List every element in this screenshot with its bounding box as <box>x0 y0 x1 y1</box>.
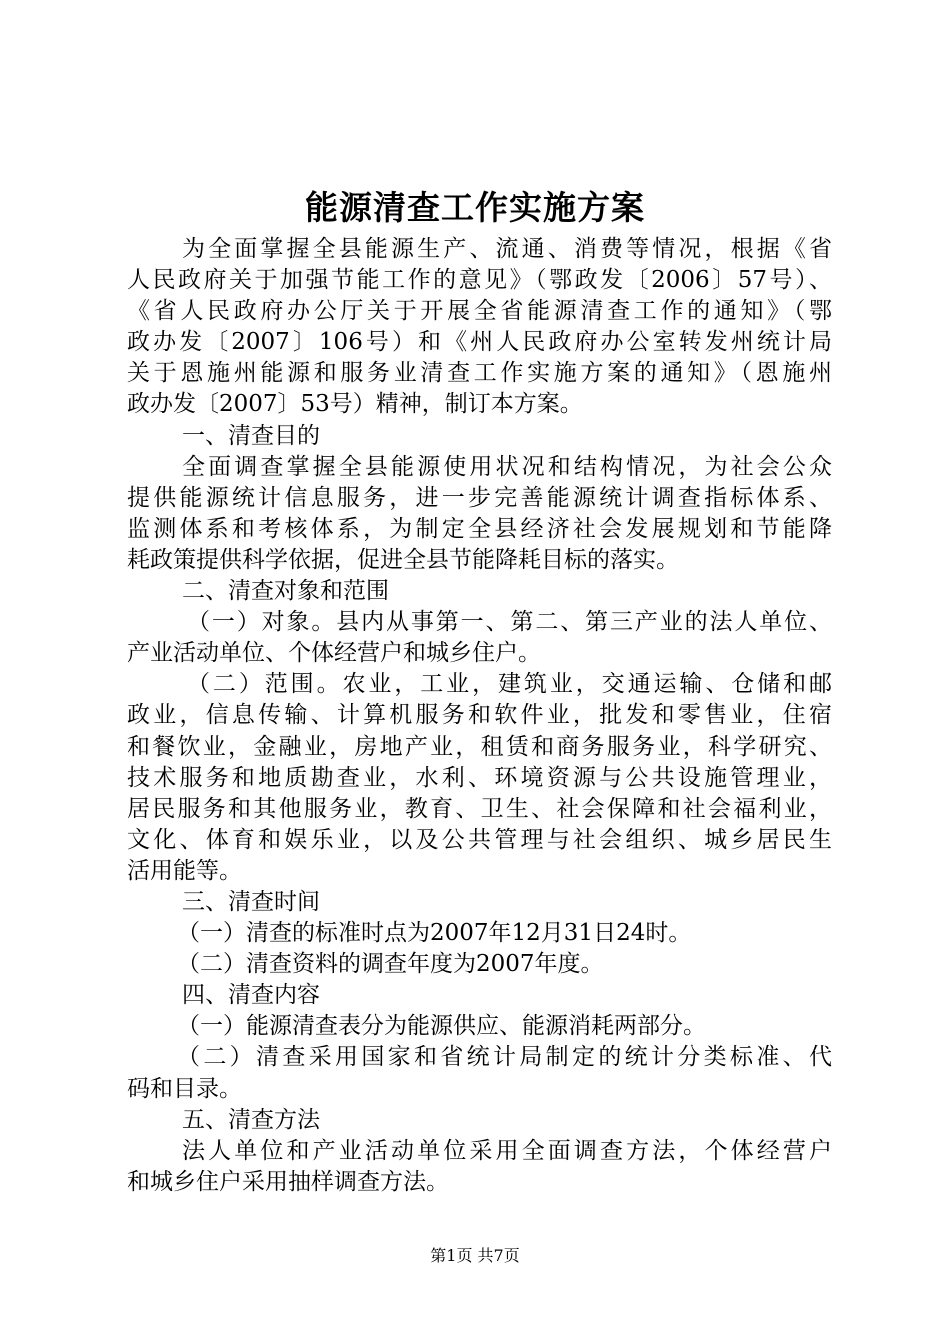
body-line: 全面调查掌握全县能源使用状况和结构情况，为社会公众 <box>182 453 832 480</box>
body-line: 一、清查目的 <box>182 422 320 449</box>
body-line: 四、清查内容 <box>182 982 320 1009</box>
body-line: 法人单位和产业活动单位采用全面调查方法，个体经营户 <box>182 1137 832 1164</box>
document-title: 能源清查工作实施方案 <box>305 188 645 227</box>
body-line: 和餐饮业，金融业，房地产业，租赁和商务服务业，科学研究、 <box>127 733 832 760</box>
body-line: 码和目录。 <box>127 1075 242 1102</box>
body-line: （一）对象。县内从事第一、第二、第三产业的法人单位、 <box>187 609 832 636</box>
body-line: 产业活动单位、个体经营户和城乡住户。 <box>127 640 541 667</box>
body-line: 政办发〔2007〕106号）和《州人民政府办公室转发州统计局 <box>127 329 832 356</box>
body-line: （二）清查采用国家和省统计局制定的统计分类标准、代 <box>177 1044 832 1071</box>
body-line: 居民服务和其他服务业，教育、卫生、社会保障和社会福利业， <box>127 795 832 822</box>
body-line: 为全面掌握全县能源生产、流通、消费等情况，根据《省 <box>182 236 832 262</box>
body-line: 三、清查时间 <box>182 888 320 915</box>
body-line: 五、清查方法 <box>182 1106 320 1133</box>
body-line: 关于恩施州能源和服务业清查工作实施方案的通知》（恩施州 <box>127 360 832 387</box>
page-footer: 第1页 共7页 <box>430 1246 520 1265</box>
body-line: 文化、体育和娱乐业，以及公共管理与社会组织、城乡居民生 <box>127 826 832 853</box>
body-line: （一）清查的标准时点为2007年12月31日24时。 <box>177 920 692 947</box>
body-line: （二）范围。农业，工业，建筑业，交通运输、仓储和邮 <box>187 671 832 698</box>
document-body <box>127 234 832 1198</box>
body-line: 政办发〔2007〕53号）精神，制订本方案。 <box>127 391 583 418</box>
body-line: 提供能源统计信息服务，进一步完善能源统计调查指标体系、 <box>127 484 832 511</box>
body-line: 人民政府关于加强节能工作的意见》（鄂政发〔2006〕57号）、 <box>127 267 832 294</box>
body-line: （一）能源清查表分为能源供应、能源消耗两部分。 <box>177 1013 706 1040</box>
body-line: 活用能等。 <box>127 857 242 884</box>
body-line: 耗政策提供科学依据，促进全县节能降耗目标的落实。 <box>127 546 679 573</box>
body-line: 监测体系和考核体系，为制定全县经济社会发展规划和节能降 <box>127 515 832 542</box>
body-line: 《省人民政府办公厅关于开展全省能源清查工作的通知》（鄂 <box>127 298 832 325</box>
body-line: 政业，信息传输、计算机服务和软件业，批发和零售业，住宿 <box>127 702 832 729</box>
body-line: 技术服务和地质勘查业，水利、环境资源与公共设施管理业， <box>127 764 832 791</box>
body-line: 和城乡住户采用抽样调查方法。 <box>127 1168 449 1195</box>
body-line: 二、清查对象和范围 <box>182 578 389 605</box>
body-line: （二）清查资料的调查年度为2007年度。 <box>177 951 604 978</box>
